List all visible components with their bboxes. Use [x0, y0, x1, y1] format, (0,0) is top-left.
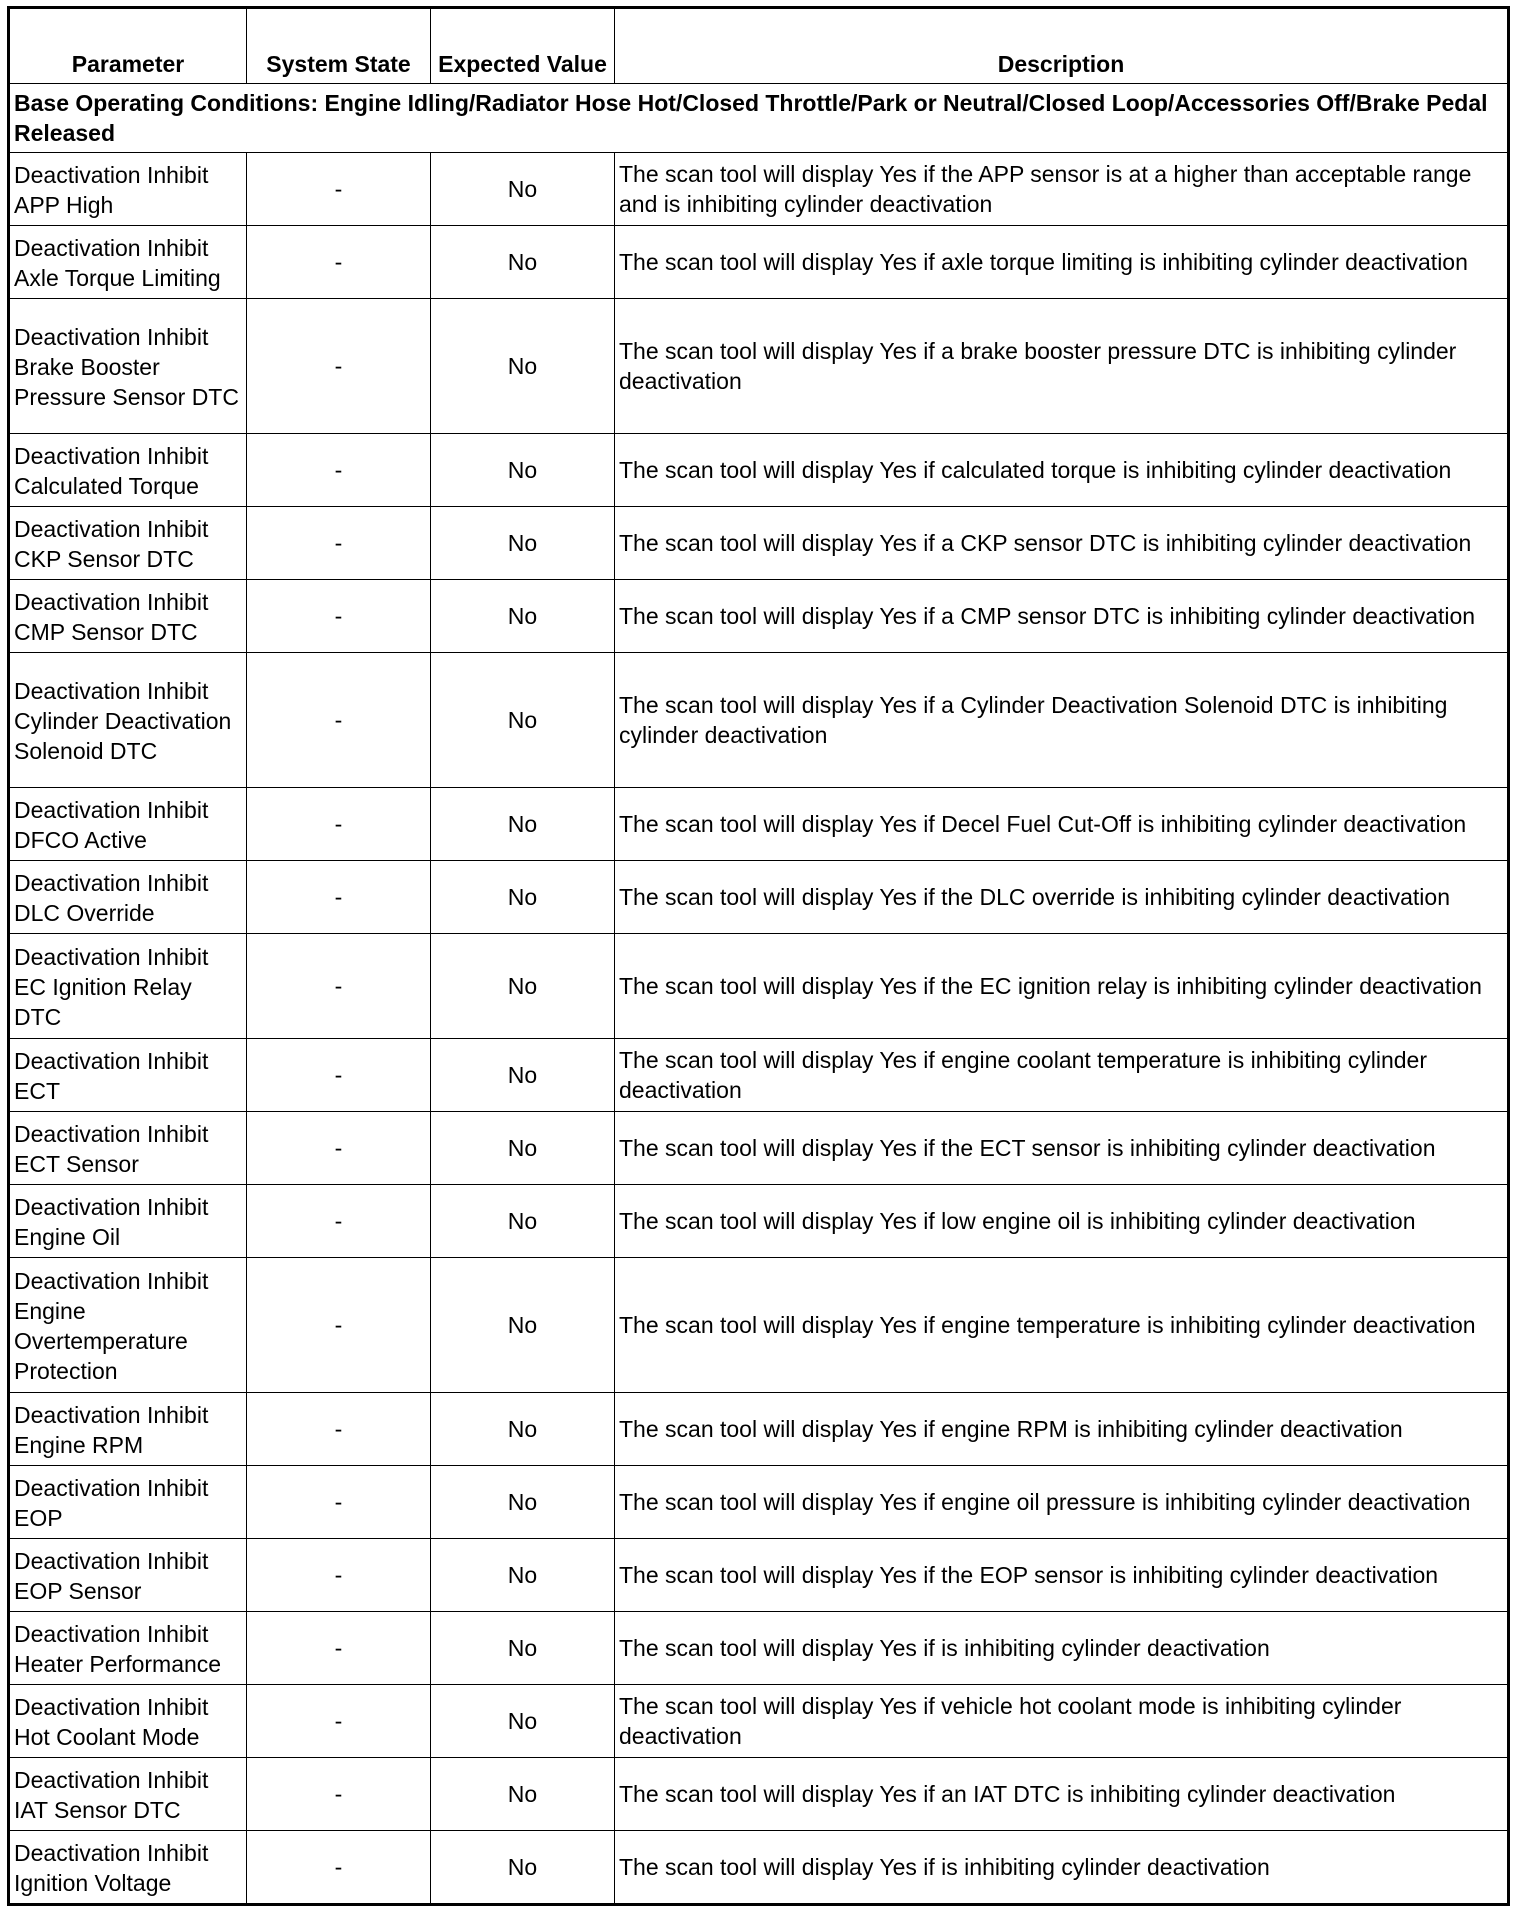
- table-row: [9, 1612, 1509, 1685]
- system-state-cell: -: [247, 153, 431, 226]
- header-expected-value: Expected Value: [431, 8, 615, 84]
- parameter-cell: Deactivation Inhibit Engine RPM: [9, 1393, 247, 1466]
- system-state-cell: -: [247, 788, 431, 861]
- expected-value-cell: No: [431, 1539, 615, 1612]
- parameter-cell: Deactivation Inhibit Brake Booster Pressure Sensor DTC: [9, 299, 247, 434]
- parameter-cell: Deactivation Inhibit EOP: [9, 1466, 247, 1539]
- expected-value-cell: No: [431, 1112, 615, 1185]
- expected-value-cell: No: [431, 788, 615, 861]
- expected-value-cell: No: [431, 1685, 615, 1758]
- system-state-cell: -: [247, 434, 431, 507]
- expected-value-cell: No: [431, 1466, 615, 1539]
- table-row: [9, 861, 1509, 934]
- table-row: [9, 580, 1509, 653]
- system-state-cell: -: [247, 861, 431, 934]
- table-row: [9, 1393, 1509, 1466]
- table-row: [9, 934, 1509, 1039]
- parameter-cell: Deactivation Inhibit APP High: [9, 153, 247, 226]
- description-cell: The scan tool will display Yes if the EC ignition relay is inhibiting cylinder deactivation: [615, 934, 1509, 1039]
- table-row: [9, 226, 1509, 299]
- system-state-cell: -: [247, 1185, 431, 1258]
- expected-value-cell: No: [431, 1185, 615, 1258]
- parameter-cell: Deactivation Inhibit ECT: [9, 1039, 247, 1112]
- expected-value-cell: No: [431, 153, 615, 226]
- description-cell: The scan tool will display Yes if is inhibiting cylinder deactivation: [615, 1831, 1509, 1905]
- expected-value-cell: No: [431, 299, 615, 434]
- system-state-cell: -: [247, 1539, 431, 1612]
- table-row: [9, 434, 1509, 507]
- system-state-cell: -: [247, 226, 431, 299]
- expected-value-cell: No: [431, 580, 615, 653]
- table-row: [9, 1466, 1509, 1539]
- description-cell: The scan tool will display Yes if is inhibiting cylinder deactivation: [615, 1612, 1509, 1685]
- description-cell: The scan tool will display Yes if an IAT DTC is inhibiting cylinder deactivation: [615, 1758, 1509, 1831]
- expected-value-cell: No: [431, 1039, 615, 1112]
- table-row: [9, 299, 1509, 434]
- expected-value-cell: No: [431, 1258, 615, 1393]
- description-cell: The scan tool will display Yes if a CKP sensor DTC is inhibiting cylinder deactivation: [615, 507, 1509, 580]
- expected-value-cell: No: [431, 226, 615, 299]
- description-cell: The scan tool will display Yes if a brake booster pressure DTC is inhibiting cylinder deactivation: [615, 299, 1509, 434]
- header-system-state: System State: [247, 8, 431, 84]
- expected-value-cell: No: [431, 653, 615, 788]
- parameter-cell: Deactivation Inhibit ECT Sensor: [9, 1112, 247, 1185]
- system-state-cell: -: [247, 580, 431, 653]
- scan-tool-parameter-table: [7, 6, 1510, 1906]
- parameter-cell: Deactivation Inhibit Hot Coolant Mode: [9, 1685, 247, 1758]
- description-cell: The scan tool will display Yes if axle torque limiting is inhibiting cylinder deactivation: [615, 226, 1509, 299]
- table-row: [9, 1185, 1509, 1258]
- parameter-cell: Deactivation Inhibit Axle Torque Limiting: [9, 226, 247, 299]
- table-row: [9, 788, 1509, 861]
- system-state-cell: -: [247, 1685, 431, 1758]
- expected-value-cell: No: [431, 1393, 615, 1466]
- system-state-cell: -: [247, 653, 431, 788]
- table-row: [9, 1112, 1509, 1185]
- expected-value-cell: No: [431, 1612, 615, 1685]
- description-cell: The scan tool will display Yes if a Cylinder Deactivation Solenoid DTC is inhibiting cylinder deactivation: [615, 653, 1509, 788]
- description-cell: The scan tool will display Yes if engine RPM is inhibiting cylinder deactivation: [615, 1393, 1509, 1466]
- system-state-cell: -: [247, 1466, 431, 1539]
- description-cell: The scan tool will display Yes if engine coolant temperature is inhibiting cylinder deactivation: [615, 1039, 1509, 1112]
- expected-value-cell: No: [431, 434, 615, 507]
- expected-value-cell: No: [431, 1831, 615, 1905]
- system-state-cell: -: [247, 1393, 431, 1466]
- parameter-cell: Deactivation Inhibit Calculated Torque: [9, 434, 247, 507]
- description-cell: The scan tool will display Yes if engine oil pressure is inhibiting cylinder deactivation: [615, 1466, 1509, 1539]
- header-row: [9, 8, 1509, 84]
- description-cell: The scan tool will display Yes if calculated torque is inhibiting cylinder deactivation: [615, 434, 1509, 507]
- parameter-cell: Deactivation Inhibit EC Ignition Relay DTC: [9, 934, 247, 1039]
- parameter-cell: Deactivation Inhibit Cylinder Deactivation Solenoid DTC: [9, 653, 247, 788]
- header-parameter: Parameter: [9, 8, 247, 84]
- conditions-row: [9, 84, 1509, 153]
- expected-value-cell: No: [431, 1758, 615, 1831]
- table-row: [9, 1539, 1509, 1612]
- parameter-cell: Deactivation Inhibit CMP Sensor DTC: [9, 580, 247, 653]
- description-cell: The scan tool will display Yes if the EOP sensor is inhibiting cylinder deactivation: [615, 1539, 1509, 1612]
- description-cell: The scan tool will display Yes if the DLC override is inhibiting cylinder deactivation: [615, 861, 1509, 934]
- parameter-cell: Deactivation Inhibit DFCO Active: [9, 788, 247, 861]
- system-state-cell: -: [247, 1758, 431, 1831]
- description-cell: The scan tool will display Yes if a CMP sensor DTC is inhibiting cylinder deactivation: [615, 580, 1509, 653]
- system-state-cell: -: [247, 934, 431, 1039]
- system-state-cell: -: [247, 1258, 431, 1393]
- table-row: [9, 153, 1509, 226]
- system-state-cell: -: [247, 507, 431, 580]
- system-state-cell: -: [247, 1112, 431, 1185]
- system-state-cell: -: [247, 1831, 431, 1905]
- table-row: [9, 1831, 1509, 1905]
- table-row: [9, 1685, 1509, 1758]
- description-cell: The scan tool will display Yes if the APP sensor is at a higher than acceptable range and is inhibiting cylinder deactivation: [615, 153, 1509, 226]
- description-cell: The scan tool will display Yes if low engine oil is inhibiting cylinder deactivation: [615, 1185, 1509, 1258]
- description-cell: The scan tool will display Yes if vehicle hot coolant mode is inhibiting cylinder deactivation: [615, 1685, 1509, 1758]
- description-cell: The scan tool will display Yes if Decel Fuel Cut-Off is inhibiting cylinder deactivation: [615, 788, 1509, 861]
- system-state-cell: -: [247, 1612, 431, 1685]
- parameter-cell: Deactivation Inhibit IAT Sensor DTC: [9, 1758, 247, 1831]
- expected-value-cell: No: [431, 861, 615, 934]
- description-cell: The scan tool will display Yes if engine temperature is inhibiting cylinder deactivation: [615, 1258, 1509, 1393]
- parameter-cell: Deactivation Inhibit Ignition Voltage: [9, 1831, 247, 1905]
- parameter-cell: Deactivation Inhibit Heater Performance: [9, 1612, 247, 1685]
- expected-value-cell: No: [431, 507, 615, 580]
- expected-value-cell: No: [431, 934, 615, 1039]
- table-row: [9, 653, 1509, 788]
- parameter-cell: Deactivation Inhibit DLC Override: [9, 861, 247, 934]
- table-row: [9, 1039, 1509, 1112]
- parameter-cell: Deactivation Inhibit EOP Sensor: [9, 1539, 247, 1612]
- system-state-cell: -: [247, 1039, 431, 1112]
- header-description: Description: [615, 8, 1509, 84]
- data-table-container: [7, 6, 1507, 1906]
- table-row: [9, 507, 1509, 580]
- table-row: [9, 1258, 1509, 1393]
- system-state-cell: -: [247, 299, 431, 434]
- base-operating-conditions: Base Operating Conditions: Engine Idling/Radiator Hose Hot/Closed Throttle/Park or Neutral/Closed Loop/Accessories Off/Brake Pedal Released: [9, 84, 1509, 153]
- parameter-cell: Deactivation Inhibit CKP Sensor DTC: [9, 507, 247, 580]
- parameter-cell: Deactivation Inhibit Engine Oil: [9, 1185, 247, 1258]
- parameter-cell: Deactivation Inhibit Engine Overtemperature Protection: [9, 1258, 247, 1393]
- description-cell: The scan tool will display Yes if the ECT sensor is inhibiting cylinder deactivation: [615, 1112, 1509, 1185]
- table-row: [9, 1758, 1509, 1831]
